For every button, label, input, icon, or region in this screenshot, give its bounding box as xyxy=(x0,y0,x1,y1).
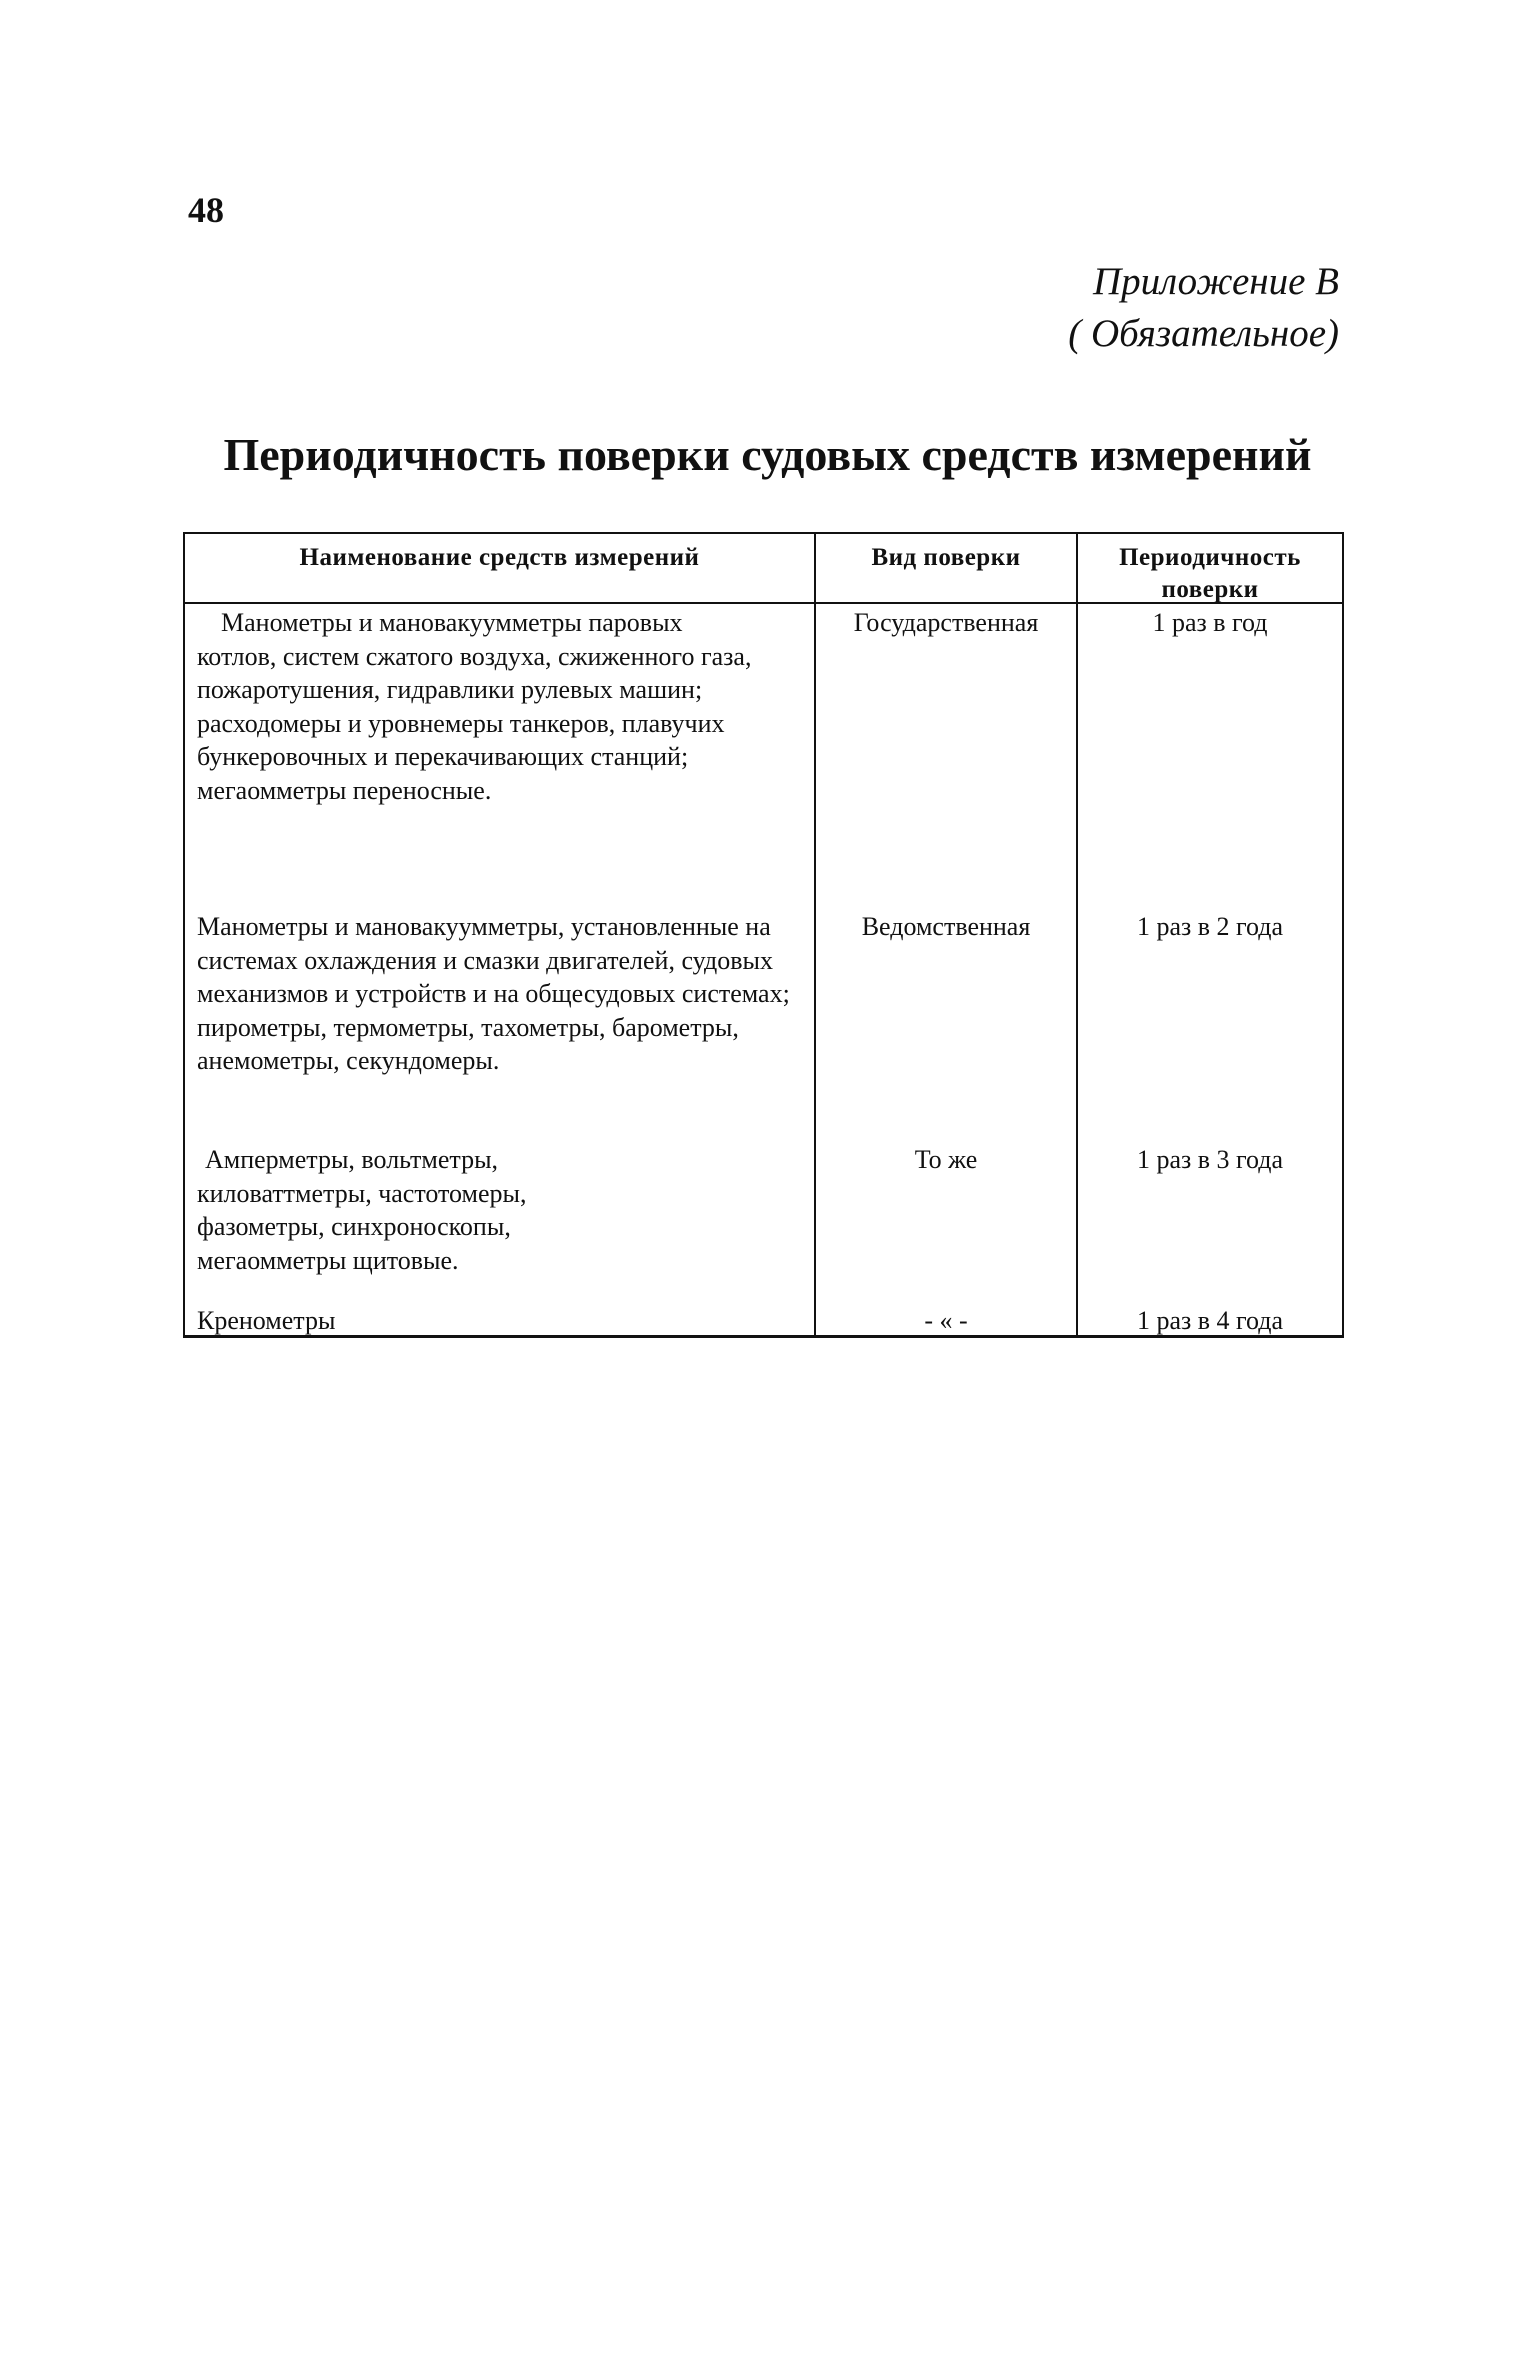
page-title: Периодичность поверки судовых средств измерений xyxy=(223,429,1312,480)
appendix-status: ( Обязательное) xyxy=(1068,312,1339,355)
table-row-1-name: Манометры и мановакуумметры паровых котлов, систем сжатого воздуха, сжиженного газа, пожаротушения, гидравлики рулевых машин; расходомеры и уровнемеры танкеров, плавучих бункеровочных и перекачивающих станций; мегаомметры переносные. xyxy=(197,608,752,805)
table-row-3-period: 1 раз в 3 года xyxy=(1136,1145,1284,1174)
table-row-3-type: То же xyxy=(914,1145,978,1174)
table-row-2-type: Ведомственная xyxy=(861,912,1031,941)
table-row-1-period: 1 раз в год xyxy=(1152,608,1268,637)
header-period: Периодичность поверки xyxy=(1119,544,1301,603)
table-row-2-period: 1 раз в 2 года xyxy=(1136,912,1284,941)
table-row-4-type: - « - xyxy=(924,1306,968,1335)
table-row-1-type: Государственная xyxy=(853,608,1039,637)
page-number: 48 xyxy=(188,190,224,230)
appendix-label: Приложение В xyxy=(1093,260,1339,303)
header-name: Наименование средств измерений xyxy=(299,544,700,571)
table-row-4-period: 1 раз в 4 года xyxy=(1136,1306,1284,1335)
table-row-4-name: Кренометры xyxy=(197,1306,336,1335)
table-row-3-name: Амперметры, вольтметры, киловаттметры, частотомеры, фазометры, синхроноскопы, мегаомметры щитовые. xyxy=(197,1145,527,1275)
header-type: Вид поверки xyxy=(871,544,1021,571)
appendix-heading xyxy=(1068,256,1339,360)
table-row-2-name: Манометры и мановакуумметры, установленные на системах охлаждения и смазки двигателей, судовых механизмов и устройств и на общесудовых системах; пирометры, термометры, тахометры, барометры, анемометры, секундомеры. xyxy=(197,912,790,1075)
verification-table xyxy=(183,532,1344,1338)
